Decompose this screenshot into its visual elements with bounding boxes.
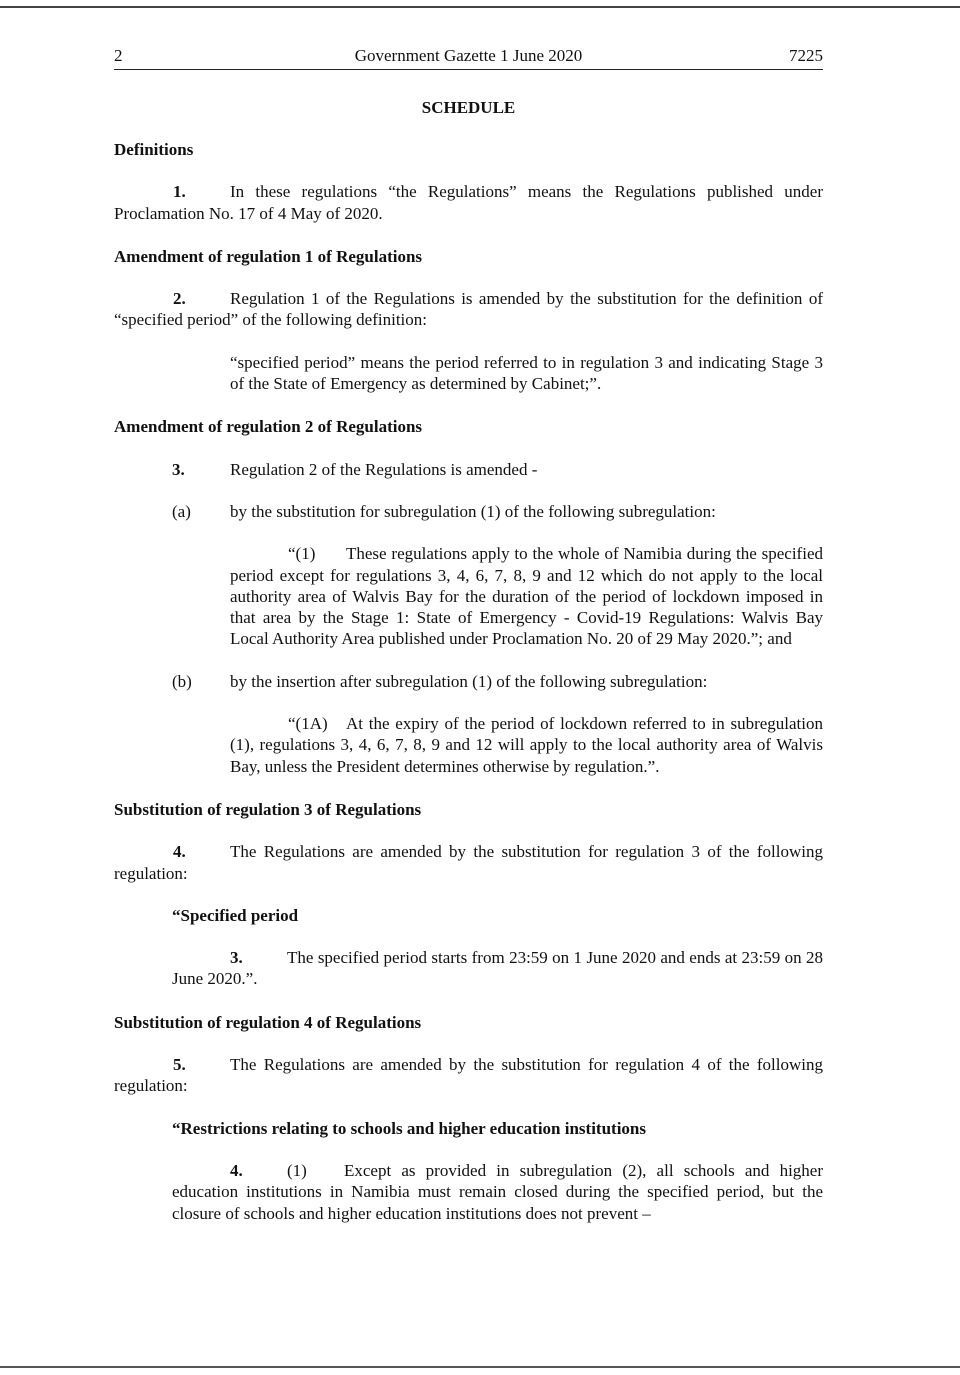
paragraph-number: 1.	[173, 182, 186, 202]
regulation-text: The specified period starts from 23:59 on 1 June 2020 and ends at 23:59 on 28 June 2020.”.	[172, 948, 823, 989]
paragraph-5	[114, 1054, 823, 1097]
top-border-line	[0, 6, 960, 8]
page-header	[114, 45, 823, 70]
paragraph-number: 5.	[173, 1055, 186, 1075]
regulation-subheading-specified-period: “Specified period	[172, 905, 299, 925]
gazette-number: 7225	[789, 46, 823, 65]
regulation-4-text	[172, 1160, 823, 1224]
subregulation-number: “(1)	[288, 544, 316, 564]
regulation-number: 3.	[230, 948, 243, 968]
regulation-subheading-schools: “Restrictions relating to schools and higher education institutions	[172, 1118, 646, 1138]
paragraph-text: In these regulations “the Regulations” means the Regulations published under Proclamation No. 17 of 4 May of 2020.	[114, 182, 823, 223]
regulation-text: Except as provided in subregulation (2), all schools and higher education institutions in Namibia must remain closed during the specified period, but the closure of schools and higher education institutions does not prevent –	[172, 1160, 823, 1223]
subregulation-number: (1)	[287, 1160, 307, 1180]
paragraph-text: The Regulations are amended by the substitution for regulation 3 of the following regulation:	[114, 842, 823, 883]
section-heading-amend-reg2: Amendment of regulation 2 of Regulations	[114, 417, 423, 437]
item-text: by the substitution for subregulation (1) of the following subregulation:	[230, 501, 716, 521]
paragraph-text: The Regulations are amended by the substitution for regulation 4 of the following regulation:	[114, 1055, 823, 1096]
subregulation-number: “(1A)	[288, 714, 328, 734]
regulation-number: 4.	[230, 1160, 243, 1180]
item-label: (b)	[172, 671, 192, 691]
paragraph-4	[114, 841, 823, 884]
subregulation-text: These regulations apply to the whole of Namibia during the specified period except for regulations 3, 4, 6, 7, 8, 9 and 12 which do not apply to the local authority area of Walvis Bay for the duration of the period of lockdown imposed in that area by the Stage 1: State of Emergency - Covid-19 Regulations: Walvis Bay Local Authority Area published under Proclamation No. 20 of 29 May 2020.”; and	[230, 544, 823, 649]
paragraph-3	[172, 459, 823, 480]
section-heading-subst-reg4: Substitution of regulation 4 of Regulations	[114, 1012, 422, 1032]
paragraph-2	[114, 288, 823, 331]
paragraph-number: 2.	[173, 289, 186, 309]
page-number: 2	[114, 46, 123, 65]
paragraph-number: 3.	[172, 459, 185, 479]
schedule-title: SCHEDULE	[421, 98, 516, 117]
gazette-page	[114, 45, 823, 1224]
section-heading-amend-reg1: Amendment of regulation 1 of Regulations	[114, 246, 423, 266]
paragraph-1	[114, 181, 823, 224]
regulation-3-text	[172, 947, 823, 990]
item-text: by the insertion after subregulation (1) of the following subregulation:	[230, 671, 708, 691]
gazette-title: Government Gazette 1 June 2020	[354, 46, 583, 65]
subregulation-text: At the expiry of the period of lockdown referred to in subregulation (1), regulations 3, 4, 6, 7, 8, 9 and 12 will apply to the local authority area of Walvis Bay, unless the President determines otherwise by regulation.”.	[230, 714, 823, 776]
section-heading-definitions: Definitions	[114, 140, 194, 159]
section-heading-subst-reg3: Substitution of regulation 3 of Regulations	[114, 799, 422, 819]
item-b	[172, 671, 823, 692]
paragraph-text: Regulation 2 of the Regulations is amended -	[230, 459, 538, 479]
quoted-subregulation-1a	[230, 713, 823, 777]
paragraph-text: Regulation 1 of the Regulations is amended by the substitution for the definition of “specified period” of the following definition:	[114, 289, 823, 330]
bottom-border-line	[0, 1366, 960, 1368]
paragraph-number: 4.	[173, 842, 186, 862]
item-label: (a)	[172, 501, 191, 521]
quoted-definition: “specified period” means the period referred to in regulation 3 and indicating Stage 3 of the State of Emergency as determined by Cabinet;”.	[230, 352, 823, 394]
item-a	[172, 501, 823, 522]
quoted-subregulation-1	[230, 543, 823, 649]
